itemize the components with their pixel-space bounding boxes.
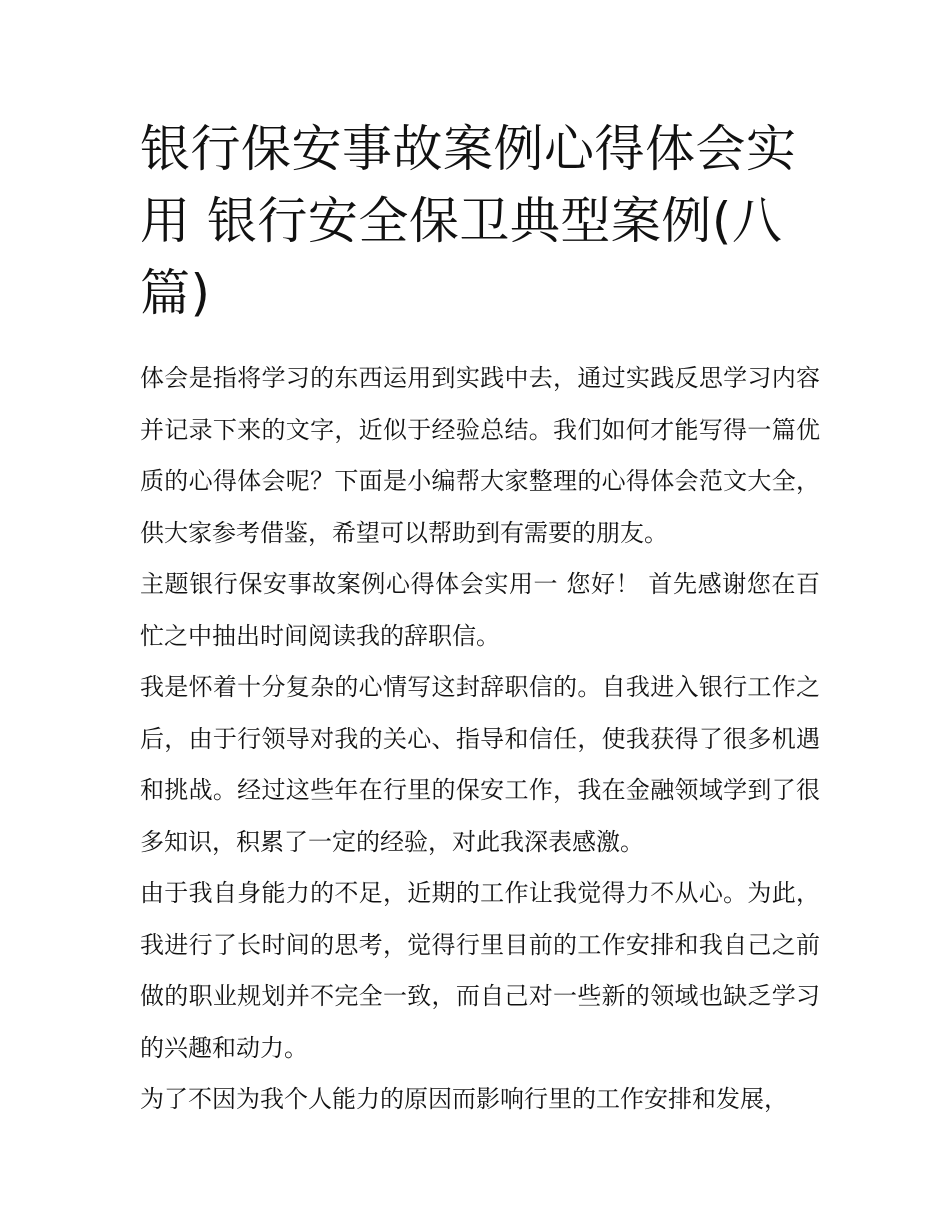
paragraph-intro: 体会是指将学习的东西运用到实践中去，通过实践反思学习内容并记录下来的文字，近似于经验总结。我们如何才能写得一篇优质的心得体会呢？下面是小编帮大家整理的心得体会范文大全，供大家参考借鉴，希望可以帮助到有需要的朋友。 [140, 364, 820, 547]
paragraph-greeting: 主题银行保安事故案例心得体会实用一 您好！ 首先感谢您在百忙之中抽出时间阅读我的辞职信。 [140, 570, 820, 650]
document-title: 银行保安事故案例心得体会实用 银行安全保卫典型案例(八篇) [140, 120, 797, 322]
document-body [140, 353, 820, 1126]
paragraph-reason: 我是怀着十分复杂的心情写这封辞职信的。自我进入银行工作之后，由于行领导对我的关心、指导和信任，使我获得了很多机遇和挑战。经过这些年在行里的保安工作，我在金融领域学到了很多知识，积累了一定的经验，对此我深表感激。 [140, 673, 820, 856]
paragraph-ability: 由于我自身能力的不足，近期的工作让我觉得力不从心。为此，我进行了长时间的思考，觉得行里目前的工作安排和我自己之前做的职业规划并不完全一致，而自己对一些新的领域也缺乏学习的兴趣和动力。 [140, 879, 820, 1062]
paragraph-closing: 为了不因为我个人能力的原因而影响行里的工作安排和发展， [140, 1085, 788, 1113]
